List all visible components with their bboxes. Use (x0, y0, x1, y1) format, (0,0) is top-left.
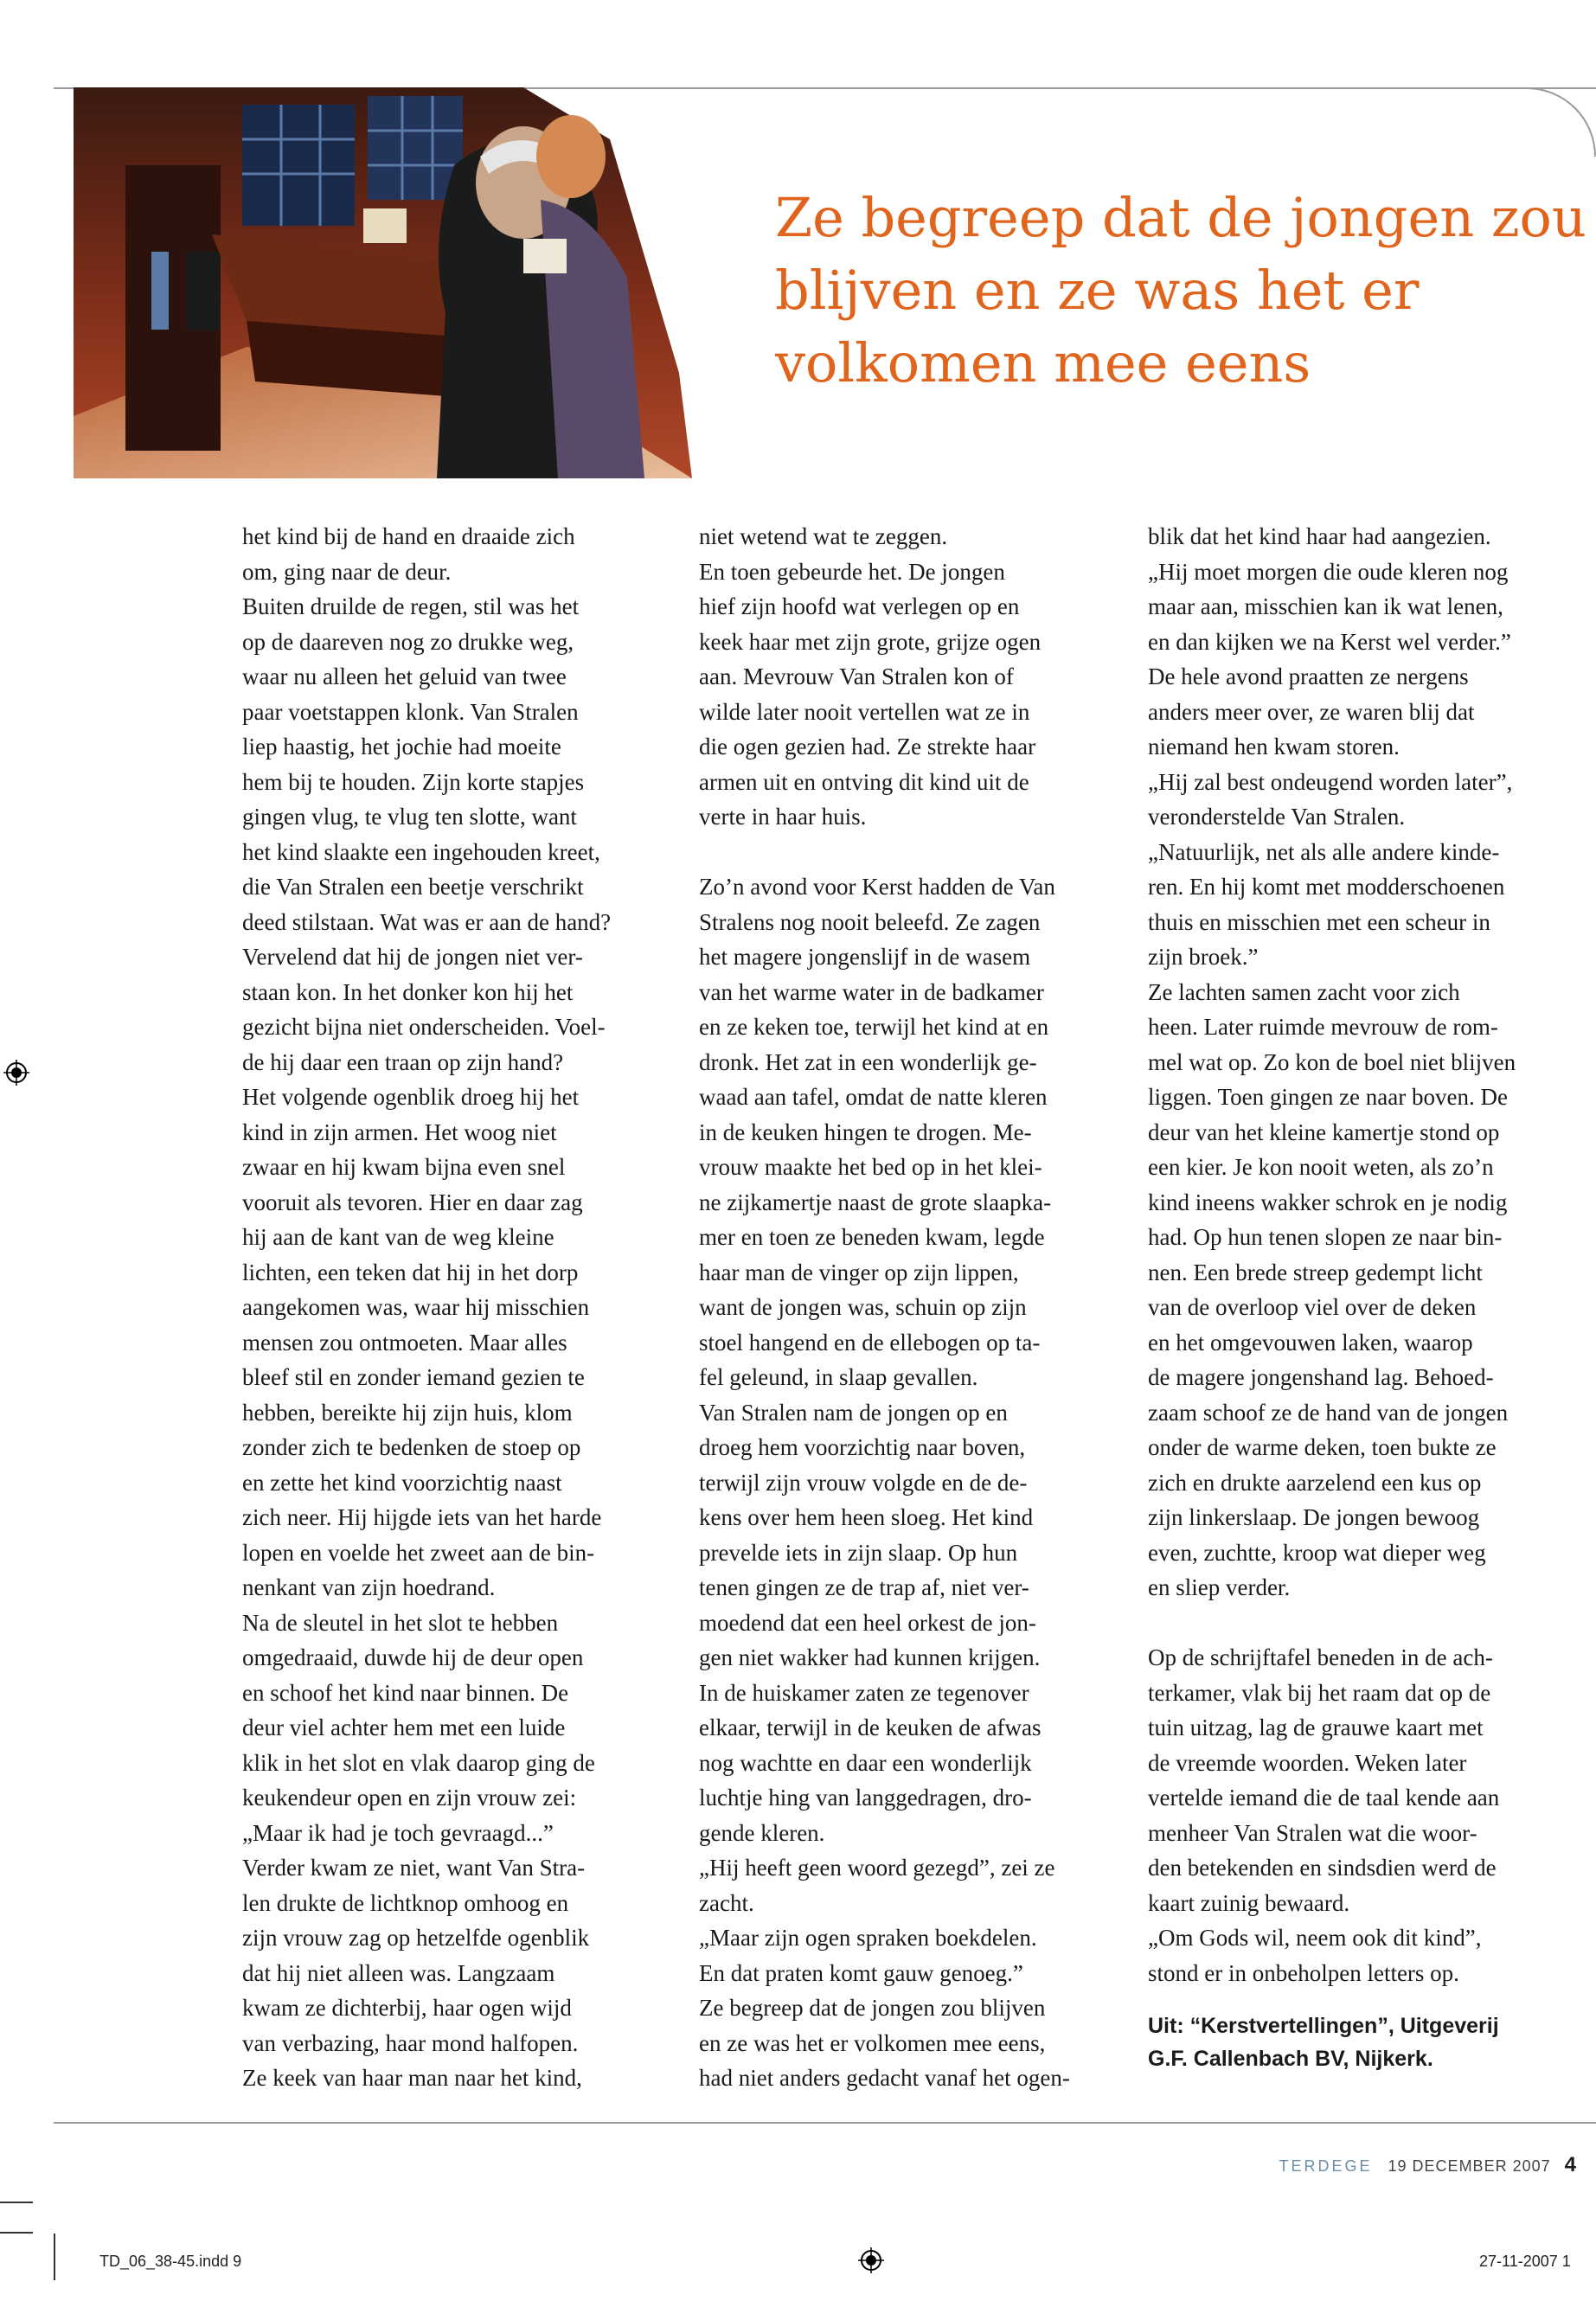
body-text-line: Stralens nog nooit beleefd. Ze zagen (699, 908, 1041, 935)
body-text-line: anders meer over, ze waren blij dat (1148, 698, 1475, 725)
body-text-line: deed stilstaan. Wat was er aan de hand? (242, 908, 612, 935)
body-text-line: lichten, een teken dat hij in het dorp (242, 1259, 579, 1285)
body-text-line: liep haastig, het jochie had moeite (242, 734, 561, 760)
body-text-line: zonder zich te bedenken de stoep op (242, 1434, 581, 1460)
body-text-line: heen. Later ruimde mevrouw de rom- (1148, 1014, 1498, 1040)
crop-mark (0, 2232, 33, 2234)
body-text-line: thuis en misschien met een scheur in (1148, 908, 1490, 935)
body-text-line: menheer Van Stralen wat die woor- (1148, 1819, 1477, 1846)
body-text-line: zijn linkerslaap. De jongen bewoog (1148, 1504, 1480, 1530)
body-text-line: deur van het kleine kamertje stond op (1148, 1118, 1500, 1145)
crop-mark (54, 2234, 55, 2280)
body-text-line: even, zuchtte, kroop wat dieper weg (1148, 1539, 1486, 1566)
body-text-line: veronderstelde Van Stralen. (1148, 804, 1406, 830)
body-text-line: tenen gingen ze de trap af, niet ver- (699, 1574, 1029, 1600)
body-text-line: waar nu alleen het geluid van twee (242, 663, 567, 689)
registration-mark-icon (3, 1060, 29, 1086)
body-text-line: den betekenden en sindsdien werd de (1148, 1855, 1497, 1881)
paragraph-gap (699, 835, 1131, 870)
body-text-line: nenkant van zijn hoedrand. (242, 1574, 496, 1600)
body-text-line: had niet anders gedacht vanaf het ogen- (699, 2065, 1070, 2091)
slug-date: 27-11-2007 1 (1479, 2253, 1571, 2270)
body-text-line: en schoof het kind naar binnen. De (242, 1679, 569, 1706)
body-text-line: onder de warme deken, toen bukte ze (1148, 1434, 1497, 1460)
body-text-line: paar voetstappen klonk. Van Stralen (242, 698, 579, 725)
body-text-line: Buiten druilde de regen, stil was het (242, 593, 580, 619)
body-text-line: Na de sleutel in het slot te hebben (242, 1609, 559, 1636)
body-text-line: haar man de vinger op zijn lippen, (699, 1259, 1019, 1285)
body-text-line: kind in zijn armen. Het woog niet (242, 1118, 557, 1145)
body-text-line: stond er in onbeholpen letters op. (1148, 1959, 1459, 1986)
body-text-line: Op de schrijftafel beneden in de ach- (1148, 1644, 1493, 1670)
page-number: 4 (1564, 2153, 1577, 2176)
body-text-line: mer en toen ze beneden kwam, legde (699, 1224, 1045, 1250)
body-text-line: hem bij te houden. Zijn korte stapjes (242, 768, 585, 795)
body-text-line: want de jongen was, schuin op zijn (699, 1294, 1027, 1320)
body-text-line: van het warme water in de badkamer (699, 978, 1044, 1005)
bottom-rule (54, 2122, 1596, 2124)
text-column-1 (242, 519, 675, 2096)
body-text-line: stoel hangend en de ellebogen op ta- (699, 1329, 1041, 1356)
body-text-line: „Natuurlijk, net als alle andere kinde- (1148, 838, 1500, 865)
body-text-line: om, ging naar de deur. (242, 558, 452, 585)
body-text-line: van verbazing, haar mond halfopen. (242, 2029, 579, 2056)
body-text-line: hij aan de kant van de weg kleine (242, 1224, 554, 1250)
body-text-line: lopen en voelde het zweet aan de bin- (242, 1539, 595, 1566)
body-text-line: klik in het slot en vlak daarop ging de (242, 1749, 595, 1776)
body-text-line: gezicht bijna niet onderscheiden. Voel- (242, 1014, 606, 1040)
body-text-line: moedend dat een heel orkest de jon- (699, 1609, 1036, 1636)
body-text-line: de hij daar een traan op zijn hand? (242, 1048, 564, 1075)
body-text-line: het magere jongenslijf in de wasem (699, 944, 1031, 970)
body-text-line: bleef stil en zonder iemand gezien te (242, 1364, 585, 1390)
body-text-line: „Maar ik had je toch gevraagd...” (242, 1819, 554, 1846)
body-text-line: blik dat het kind haar had aangezien. (1148, 523, 1491, 549)
body-text-line: kaart zuinig bewaard. (1148, 1889, 1350, 1916)
body-text-line: „Om Gods wil, neem ook dit kind”, (1148, 1925, 1482, 1951)
body-text-line: staan kon. In het donker kon hij het (242, 978, 574, 1005)
body-text-line: zich neer. Hij hijgde iets van het harde (242, 1504, 602, 1530)
body-text-line: en het omgevouwen laken, waarop (1148, 1329, 1473, 1356)
body-text-line: zacht. (699, 1889, 754, 1916)
body-text-line: In de huiskamer zaten ze tegenover (699, 1679, 1029, 1706)
body-text-line: zaam schoof ze de hand van de jongen (1148, 1399, 1509, 1426)
body-text-line: die ogen gezien had. Ze strekte haar (699, 734, 1036, 760)
body-text-line: niet wetend wat te zeggen. (699, 523, 948, 549)
body-text-line: gingen vlug, te vlug ten slotte, want (242, 804, 577, 830)
body-text-line: terkamer, vlak bij het raam dat op de (1148, 1679, 1491, 1706)
top-rule-curve (1501, 87, 1596, 157)
body-text-line: op de daareven nog zo drukke weg, (242, 628, 574, 655)
body-text-line: droeg hem voorzichtig naar boven, (699, 1434, 1026, 1460)
body-text-line: nen. Een brede streep gedempt licht (1148, 1259, 1483, 1285)
source-credit-line: G.F. Callenbach BV, Nijkerk. (1148, 2047, 1433, 2071)
body-text-line: dat hij niet alleen was. Langzaam (242, 1959, 555, 1986)
body-text-line: vertelde iemand die de taal kende aan (1148, 1785, 1500, 1811)
body-text-line: het kind bij de hand en draaide zich (242, 523, 575, 549)
body-text-line: keukendeur open en zijn vrouw zei: (242, 1785, 577, 1811)
body-text-line: nog wachtte en daar een wonderlijk (699, 1749, 1032, 1776)
body-text-line: armen uit en ontving dit kind uit de (699, 768, 1029, 795)
body-text-line: had. Op hun tenen slopen ze naar bin- (1148, 1224, 1503, 1250)
body-text-line: mensen zou ontmoeten. Maar alles (242, 1329, 567, 1356)
body-text-line: mel wat op. Zo kon de boel niet blijven (1148, 1048, 1516, 1075)
body-text-line: Ze begreep dat de jongen zou blijven (699, 1995, 1046, 2021)
body-text-line: fel geleund, in slaap gevallen. (699, 1364, 978, 1390)
body-text-line: Zo’n avond voor Kerst hadden de Van (699, 874, 1055, 900)
slug-file-name: TD_06_38-45.indd 9 (99, 2253, 242, 2270)
body-text-line: wilde later nooit vertellen wat ze in (699, 698, 1030, 725)
body-text-line: in de keuken hingen te drogen. Me- (699, 1118, 1032, 1145)
body-text-line: „Hij moet morgen die oude kleren nog (1148, 558, 1509, 585)
body-text-line: aan. Mevrouw Van Stralen kon of (699, 663, 1014, 689)
body-text-line: zijn vrouw zag op hetzelfde ogenblik (242, 1925, 590, 1951)
body-text-line: gen niet wakker had kunnen krijgen. (699, 1644, 1041, 1670)
body-text-line: „Hij heeft geen woord gezegd”, zei ze (699, 1855, 1055, 1881)
body-text-line: terwijl zijn vrouw volgde en de de- (699, 1469, 1028, 1496)
body-text-line: kind ineens wakker schrok en je nodig (1148, 1189, 1508, 1215)
body-text-line: maar aan, misschien kan ik wat lenen, (1148, 593, 1503, 619)
body-text-line: vooruit als tevoren. Hier en daar zag (242, 1189, 583, 1215)
body-text-line: van de overloop viel over de deken (1148, 1294, 1477, 1320)
pull-quote-line: blijven en ze was het er (775, 259, 1420, 322)
body-text-line: hebben, bereikte hij zijn huis, klom (242, 1399, 573, 1426)
body-text-line: kens over hem heen sloeg. Het kind (699, 1504, 1034, 1530)
body-text-line: elkaar, terwijl in de keuken de afwas (699, 1715, 1042, 1740)
body-text-line: Van Stralen nam de jongen op en (699, 1399, 1008, 1426)
body-text-line: en ze keken toe, terwijl het kind at en (699, 1014, 1049, 1040)
body-text-line: de vreemde woorden. Weken later (1148, 1749, 1467, 1776)
body-text-line: verte in haar huis. (699, 804, 867, 830)
body-text-line: tuin uitzag, lag de grauwe kaart met (1148, 1715, 1484, 1740)
body-text-line: en dan kijken we na Kerst wel verder.” (1148, 628, 1511, 655)
body-text-line: Verder kwam ze niet, want Van Stra- (242, 1855, 586, 1881)
crop-mark (0, 2202, 33, 2203)
body-text-line: die Van Stralen een beetje verschrikt (242, 874, 584, 900)
issue-date: 19 DECEMBER 2007 (1388, 2157, 1551, 2175)
body-text-line: en zette het kind voorzichtig naast (242, 1469, 562, 1496)
body-text-line: dronk. Het zat in een wonderlijk ge- (699, 1048, 1037, 1075)
body-text-line: Ze lachten samen zacht voor zich (1148, 978, 1460, 1005)
body-text-line: hief zijn hoofd wat verlegen op en (699, 593, 1020, 619)
body-text-line: Vervelend dat hij de jongen niet ver- (242, 944, 583, 970)
body-text-line: kwam ze dichterbij, haar ogen wijd (242, 1995, 572, 2021)
body-text-line: niemand hen kwam storen. (1148, 734, 1400, 760)
body-text-line: vrouw maakte het bed op in het klei- (699, 1154, 1042, 1180)
body-text-line: het kind slaakte een ingehouden kreet, (242, 838, 600, 865)
body-text-line: omgedraaid, duwde hij de deur open (242, 1644, 584, 1670)
pull-quote-line: volkomen mee eens (775, 331, 1311, 394)
body-text-line: een kier. Je kon nooit weten, als zo’n (1148, 1154, 1494, 1180)
body-text-line: zijn broek.” (1148, 944, 1259, 970)
text-column-3 (1148, 519, 1580, 2075)
text-column-2 (699, 519, 1131, 2096)
body-text-line: en ze was het er volkomen mee eens, (699, 2029, 1046, 2056)
body-text-line: en sliep verder. (1148, 1574, 1291, 1600)
magazine-name: TERDEGE (1279, 2157, 1373, 2175)
registration-mark-icon (858, 2247, 884, 2273)
body-text-line: gende kleren. (699, 1819, 825, 1846)
body-text-line: En dat praten komt gauw genoeg.” (699, 1959, 1023, 1986)
paragraph-gap (1148, 1606, 1580, 1641)
illustration-office-scene (74, 87, 692, 478)
body-text-line: Het volgende ogenblik droeg hij het (242, 1084, 580, 1110)
body-text-line: En toen gebeurde het. De jongen (699, 558, 1005, 585)
body-text-line: deur viel achter hem met een luide (242, 1715, 566, 1740)
body-text-line: De hele avond praatten ze nergens (1148, 663, 1469, 689)
body-text-line: de magere jongenshand lag. Behoed- (1148, 1364, 1494, 1390)
body-text-line: len drukte de lichtknop omhoog en (242, 1889, 569, 1916)
body-text-line: Ze keek van haar man naar het kind, (242, 2065, 582, 2091)
body-text-line: waad aan tafel, omdat de natte kleren (699, 1084, 1048, 1110)
body-text-line: aangekomen was, waar hij misschien (242, 1294, 590, 1320)
body-text-line: ren. En hij komt met modderschoenen (1148, 874, 1505, 900)
body-text-line: luchtje hing van langgedragen, dro- (699, 1785, 1032, 1811)
body-text-line: liggen. Toen gingen ze naar boven. De (1148, 1084, 1508, 1110)
body-text-line: ne zijkamertje naast de grote slaapka- (699, 1189, 1052, 1215)
body-text-line: keek haar met zijn grote, grijze ogen (699, 628, 1042, 655)
body-text-line: zwaar en hij kwam bijna even snel (242, 1154, 566, 1180)
source-credit-line: Uit: “Kerstvertellingen”, Uitgeverij (1148, 2014, 1499, 2038)
page-footer (1279, 2153, 1578, 2177)
pull-quote (775, 182, 1586, 400)
body-text-line: „Maar zijn ogen spraken boekdelen. (699, 1925, 1037, 1951)
pull-quote-line: Ze begreep dat de jongen zou (775, 186, 1586, 249)
source-credit (1148, 2009, 1580, 2075)
body-text-line: „Hij zal best ondeugend worden later”, (1148, 768, 1513, 795)
body-text-line: zich en drukte aarzelend een kus op (1148, 1469, 1482, 1496)
body-text-line: prevelde iets in zijn slaap. Op hun (699, 1539, 1018, 1566)
